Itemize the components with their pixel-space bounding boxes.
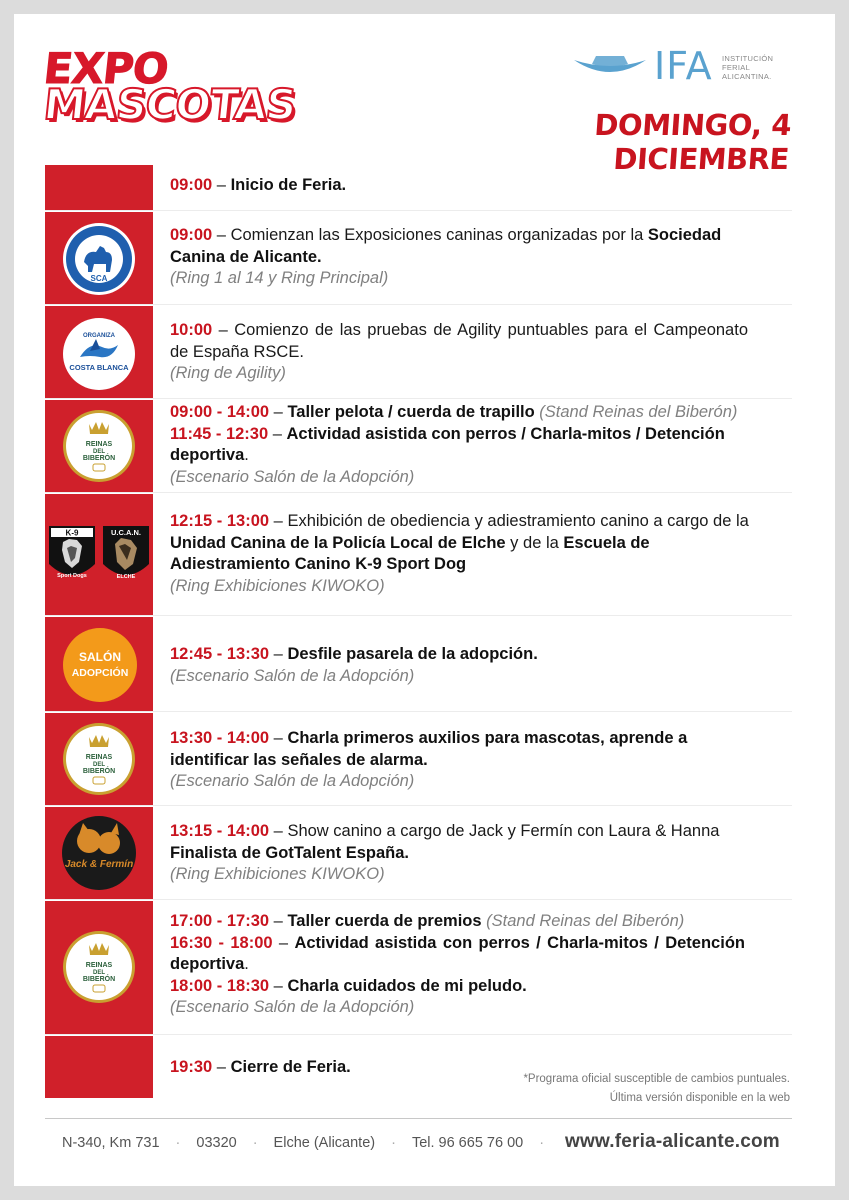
divider [45,1034,792,1035]
jack-fermin-icon-text: Jack & Fermín [64,859,134,870]
event-organizer: Unidad Canina de la Policía Local de Elche [170,533,506,552]
event-location: (Escenario Salón de la Adopción) [170,998,415,1016]
divider [45,711,792,712]
event-time: 09:00 [170,176,213,194]
ifa-sub-line: ALICANTINA. [722,72,772,81]
ifa-arc-icon [572,54,648,80]
ifa-subtitle [722,54,773,81]
event-title: Charla cuidados de mi peludo. [287,976,527,995]
event-title: Finalista de GotTalent España. [170,843,409,862]
event-description: Exhibición de obediencia y adiestramiento canino a cargo de la [287,512,749,530]
ifa-sub-line: FERIAL [722,63,751,72]
sca-logo-icon [62,222,136,296]
footer-phone: Tel. 96 665 76 00 [411,1135,524,1151]
schedule-row [45,807,792,900]
separator: – [269,403,288,421]
separator: – [269,912,288,930]
sca-icon-text: SCA [90,274,108,283]
punctuation: . [244,955,249,973]
salon-line-1: SALÓN [79,650,121,664]
k9-icon-text: K-9 [65,528,79,538]
event-organizer: Sociedad Canina de Alicante. [170,226,722,266]
reinas-biberon-logo-icon [62,929,136,1005]
event-time: 13:15 - 14:00 [170,822,270,840]
reinas-biberon-logo-icon [62,408,136,484]
schedule-row [45,494,792,616]
event-location: (Ring de Agility) [170,364,286,382]
footer-divider [45,1118,792,1119]
schedule-row [45,212,792,305]
ifa-name: IFA [654,44,713,88]
event-text [170,1057,351,1079]
event-description: Comienzo de las pruebas de Agility puntuables para el Campeonato de España RSCE. [170,321,748,361]
footer-website-link[interactable]: www.feria-alicante.com [565,1131,780,1152]
event-time: 10:00 [170,321,213,339]
logo-top-text: EXPO [41,44,171,93]
divider [45,615,792,616]
ucan-icon-text: U.C.A.N. [111,528,141,537]
red-strip [45,1036,153,1098]
footer-zip: 03320 [196,1135,237,1151]
event-time: 18:00 - 18:30 [170,976,270,995]
red-strip [45,165,153,211]
logo-bottom-text: MASCOTAS [41,80,298,129]
footer-separator: · [175,1135,181,1151]
separator: – [212,226,231,244]
reinas-line-2: DEL [93,762,105,768]
footer-contact [62,1135,560,1151]
footer-separator: · [252,1135,258,1151]
event-title: Cierre de Feria. [230,1058,351,1076]
event-title: Inicio de Feria. [230,176,347,194]
event-time: 12:15 - 13:00 [170,512,270,530]
event-title: Taller pelota / cuerda de trapillo [287,403,535,421]
event-location: (Escenario Salón de la Adopción) [170,772,415,790]
event-description: Show canino a cargo de Jack y Fermín con Laura & Hanna [287,822,720,840]
separator: – [212,321,235,339]
event-line [170,933,745,976]
reinas-line-3: BIBERÓN [82,455,116,462]
event-time: 13:30 - 14:00 [170,729,270,747]
ifa-logo [572,40,802,100]
separator: – [269,729,288,747]
event-text [170,511,770,597]
event-title: Actividad asistida con perros / Charla-mitos / Detención deportiva [170,424,725,464]
reinas-line-1: REINAS [85,754,113,761]
k9-ucan-logo-icon [47,524,151,586]
event-description: y de la [505,533,564,552]
event-location: (Ring Exhibiciones KIWOKO) [170,865,385,883]
expo-mascotas-logo [41,44,314,148]
event-time: 09:00 - 14:00 [170,403,270,421]
divider [45,210,792,211]
event-text [170,225,770,290]
event-location: (Escenario Salón de la Adopción) [170,666,415,685]
page-title-date: DOMINGO, 4 DICIEMBRE [593,108,793,176]
punctuation: . [244,446,249,464]
event-title: Charla primeros auxilios para mascotas, aprende a identificar las señales de alarma. [170,729,688,769]
event-time: 09:00 [170,226,213,244]
separator: – [269,512,288,530]
event-text [170,644,770,687]
event-text [170,911,775,1019]
event-title: Actividad asistida con perros / Charla-mitos / Detención deportiva [170,933,745,973]
separator: – [268,424,287,443]
event-location: (Ring Exhibiciones KIWOKO) [170,576,385,595]
ifa-sub-line: INSTITUCIÓN [722,54,774,63]
costa-blanca-top-text: ORGANIZA [83,333,115,339]
event-title: Taller cuerda de premios [287,912,482,930]
divider [45,899,792,900]
schedule-row [45,901,792,1035]
event-time: 11:45 - 12:30 [170,424,269,443]
event-text [170,175,346,197]
footer-address: N-340, Km 731 [62,1135,160,1151]
event-text [170,402,775,488]
reinas-line-3: BIBERÓN [82,768,116,775]
costa-blanca-logo-icon [62,317,136,391]
event-time: 17:00 - 17:30 [170,912,270,930]
costa-blanca-icon-text: COSTA BLANCA [69,363,129,372]
event-time: 12:45 - 13:30 [170,645,270,663]
reinas-line-2: DEL [93,449,105,455]
event-location: (Ring 1 al 14 y Ring Principal) [170,269,389,287]
event-text [170,821,770,886]
reinas-biberon-logo-icon [62,721,136,797]
reinas-line-1: REINAS [85,962,113,969]
schedule-row [45,400,792,493]
k9-icon-subtext: Sport Dogs [57,573,87,579]
separator: – [272,933,295,952]
footer-separator: · [391,1135,396,1151]
divider [45,805,792,806]
event-text [170,320,748,385]
reinas-line-3: BIBERÓN [82,976,116,983]
event-title: Desfile pasarela de la adopción. [287,645,538,663]
schedule-row [45,165,792,211]
divider [45,398,792,399]
event-description: Comienzan las Exposiciones caninas organizadas por la [230,226,648,244]
event-organizer: Escuela de Adiestramiento Canino K-9 Sport Dog [170,533,650,573]
schedule-row [45,306,792,399]
footer-separator: · [539,1135,545,1151]
event-time: 19:30 [170,1058,213,1076]
divider [45,304,792,305]
event-location: (Stand Reinas del Biberón) [481,912,685,930]
reinas-line-2: DEL [93,970,105,976]
footer-city: Elche (Alicante) [273,1135,376,1151]
ucan-icon-subtext: ELCHE [116,574,136,580]
separator: – [212,176,231,194]
separator: – [212,1058,231,1076]
footnote-line: Última versión disponible en la web [609,1092,790,1104]
event-time: 16:30 - 18:00 [170,933,273,952]
schedule-row [45,617,792,712]
divider [45,492,792,493]
event-location: (Stand Reinas del Biberón) [534,403,738,421]
salon-line-2: ADOPCIÓN [71,667,129,679]
jack-fermin-logo-icon [61,815,137,891]
schedule-row [45,713,792,806]
separator: – [269,822,288,840]
footnote [440,1070,790,1108]
footnote-line: *Programa oficial susceptible de cambios puntuales. [523,1073,790,1085]
event-text [170,728,755,793]
salon-adopcion-logo-icon [62,627,138,703]
separator: – [269,645,288,663]
separator: – [269,976,288,995]
reinas-line-1: REINAS [85,441,113,448]
event-location: (Escenario Salón de la Adopción) [170,467,415,486]
